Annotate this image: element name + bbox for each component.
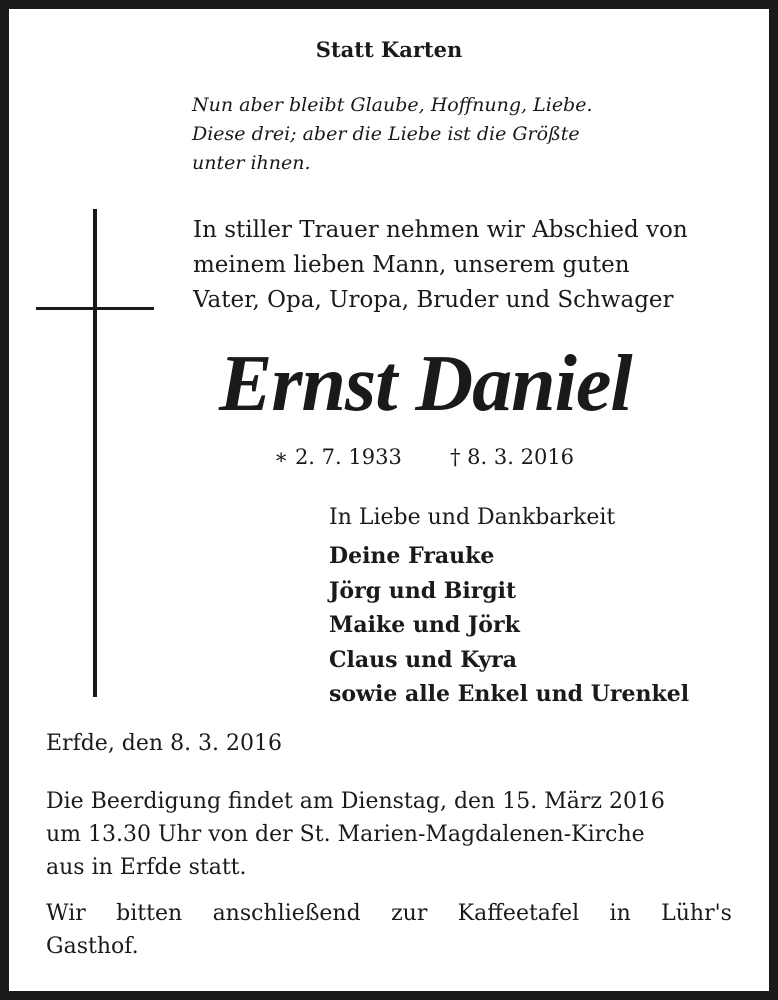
funeral-line: Die Beerdigung findet am Dienstag, den 15. März 2016: [46, 789, 665, 814]
quote-line: Nun aber bleibt Glaube, Hoffnung, Liebe.: [192, 94, 593, 116]
coffee-word: zur: [391, 901, 428, 926]
coffee-word: Kaffeetafel: [457, 901, 580, 926]
gratitude-line: In Liebe und Dankbarkeit: [329, 505, 616, 530]
coffee-word: anschließend: [212, 901, 361, 926]
funeral-info: [46, 785, 732, 884]
coffee-invitation: [46, 897, 732, 963]
intro-line: meinem lieben Mann, unserem guten: [193, 252, 630, 278]
place-date: Erfde, den 8. 3. 2016: [46, 731, 283, 756]
intro-text: [193, 213, 688, 318]
intro-line: Vater, Opa, Uropa, Bruder und Schwager: [193, 287, 674, 313]
bible-quote: [192, 91, 593, 178]
family-member: sowie alle Enkel und Urenkel: [329, 681, 690, 707]
family-member: Jörg und Birgit: [329, 577, 517, 604]
funeral-line: aus in Erfde statt.: [46, 855, 247, 880]
family-member: Deine Frauke: [329, 543, 495, 569]
coffee-line: [46, 897, 732, 930]
coffee-word: in: [609, 901, 631, 926]
deceased-name: Ernst Daniel: [219, 340, 632, 428]
coffee-word: Wir: [46, 901, 86, 926]
death-date: † 8. 3. 2016: [450, 445, 575, 469]
coffee-word: Lühr's: [661, 901, 732, 926]
quote-line: unter ihnen.: [192, 152, 311, 174]
cross-icon: [93, 209, 97, 697]
notice-heading: Statt Karten: [315, 37, 463, 62]
cross-icon-bar: [36, 307, 154, 310]
funeral-line: um 13.30 Uhr von der St. Marien-Magdalenen-Kirche: [46, 822, 645, 847]
birth-date: ∗ 2. 7. 1933: [274, 445, 402, 469]
intro-line: In stiller Trauer nehmen wir Abschied von: [193, 217, 688, 243]
family-member: Claus und Kyra: [329, 646, 517, 673]
family-member: Maike und Jörk: [329, 612, 520, 638]
family-list: [329, 539, 689, 712]
coffee-word: bitten: [116, 901, 183, 926]
quote-line: Diese drei; aber die Liebe ist die Größte: [192, 123, 580, 145]
coffee-line: Gasthof.: [46, 934, 139, 959]
